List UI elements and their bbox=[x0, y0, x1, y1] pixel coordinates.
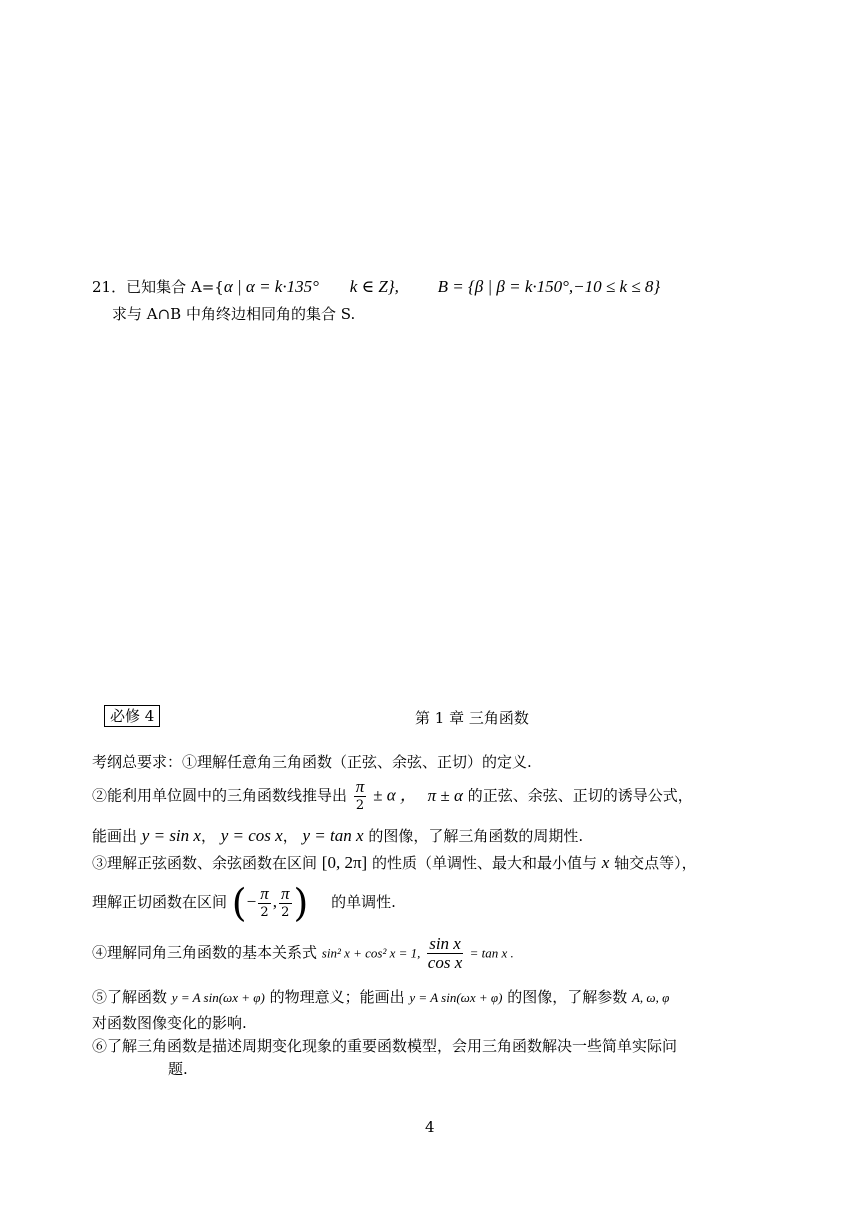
problem-21-prefix: 21．已知集合 A={ bbox=[92, 278, 224, 296]
cosine-function: y = cos x bbox=[220, 826, 283, 845]
fraction-numerator: sin x bbox=[429, 934, 461, 953]
interval-0-2pi: [0, 2π] bbox=[321, 853, 368, 872]
chapter-title: 第 1 章 三角函数 bbox=[415, 709, 529, 727]
requirement-7-cont: 对函数图像变化的影响. bbox=[92, 1014, 247, 1032]
open-paren: ( bbox=[231, 881, 247, 925]
close-paren: ) bbox=[293, 881, 309, 925]
sinusoid-function-2: y = A sin(ωx + φ) bbox=[409, 990, 503, 1005]
comma: , bbox=[272, 892, 277, 911]
req5-text-b: 的单调性. bbox=[331, 893, 396, 911]
minus-sign: − bbox=[246, 892, 257, 911]
req3-text-b: 的图像，了解三角函数的周期性. bbox=[368, 827, 584, 845]
req7-text-b: 的物理意义；能画出 bbox=[269, 988, 405, 1006]
req7-text-c: 的图像，了解参数 bbox=[507, 988, 628, 1006]
pi-over-2-fraction bbox=[279, 885, 292, 922]
requirement-8-cont: 题. bbox=[168, 1060, 188, 1078]
req2-pi-plusminus-alpha: π ± α bbox=[427, 785, 463, 805]
req4-text-b: 的性质（单调性、最大和最小值与 bbox=[371, 854, 597, 872]
fraction-denominator: 2 bbox=[355, 798, 365, 813]
fraction-denominator: 2 bbox=[260, 904, 269, 920]
requirement-8: ⑥了解三角函数是描述周期变化现象的重要函数模型，会用三角函数解决一些简单实际问 bbox=[92, 1037, 678, 1055]
req6-text-a: ④理解同角三角函数的基本关系式 bbox=[92, 943, 318, 962]
pi-over-2-fraction bbox=[354, 778, 367, 815]
section-badge-label: 必修 4 bbox=[104, 705, 160, 727]
x-axis-variable: x bbox=[601, 853, 610, 872]
req3-text-a: 能画出 bbox=[92, 827, 138, 845]
req2-text-d: 的正弦、余弦、正切的诱导公式， bbox=[467, 786, 693, 805]
fraction-denominator: 2 bbox=[281, 904, 290, 920]
tan-identity-rhs: = tan x . bbox=[469, 945, 514, 961]
set-b-definition: B = {β | β = k·150°,−10 ≤ k ≤ 8} bbox=[437, 277, 661, 296]
req4-text-a: ③理解正弦函数、余弦函数在区间 bbox=[92, 854, 318, 872]
fraction-numerator: π bbox=[260, 883, 269, 903]
req7-text-a: ⑤了解函数 bbox=[92, 988, 168, 1006]
requirement-6 bbox=[92, 935, 514, 972]
parameters: A, ω, φ bbox=[631, 990, 670, 1005]
fraction-numerator: π bbox=[355, 777, 365, 796]
sinusoid-function: y = A sin(ωx + φ) bbox=[171, 990, 265, 1005]
section-badge bbox=[104, 706, 160, 726]
sine-function: y = sin x bbox=[141, 826, 201, 845]
tangent-function: y = tan x bbox=[302, 826, 364, 845]
page-number: 4 bbox=[425, 1118, 435, 1136]
requirement-1: 考纲总要求：①理解任意角三角函数（正弦、余弦、正切）的定义. bbox=[92, 753, 532, 771]
fraction-denominator: cos x bbox=[427, 953, 463, 972]
requirement-2 bbox=[92, 778, 693, 815]
requirement-4 bbox=[92, 853, 697, 873]
problem-21-line1 bbox=[92, 277, 660, 297]
set-a-definition: α | α = k·135° bbox=[223, 277, 319, 296]
sin-over-cos-fraction bbox=[427, 935, 463, 972]
req2-text-a: ②能利用单位圆中的三角函数线推导出 bbox=[92, 786, 348, 805]
problem-21-line2: 求与 A∩B 中角终边相同角的集合 S. bbox=[112, 305, 356, 323]
pythagorean-identity: sin² x + cos² x = 1, bbox=[321, 945, 421, 961]
set-a-condition: k ∈ Z}, bbox=[349, 277, 399, 296]
neg-pi-over-2-fraction bbox=[258, 885, 271, 922]
req2-plusminus-alpha: ± α ， bbox=[373, 785, 417, 805]
req5-text-a: 理解正切函数在区间 bbox=[92, 893, 228, 911]
fraction-numerator: π bbox=[281, 883, 290, 903]
requirement-5 bbox=[92, 880, 396, 924]
req4-text-c: 轴交点等）， bbox=[614, 854, 697, 872]
requirement-3: 能画出 y = sin x， y = cos x， y = tan x 的图像，了解三角函数的周期性. bbox=[92, 826, 584, 845]
requirement-7 bbox=[92, 987, 669, 1008]
